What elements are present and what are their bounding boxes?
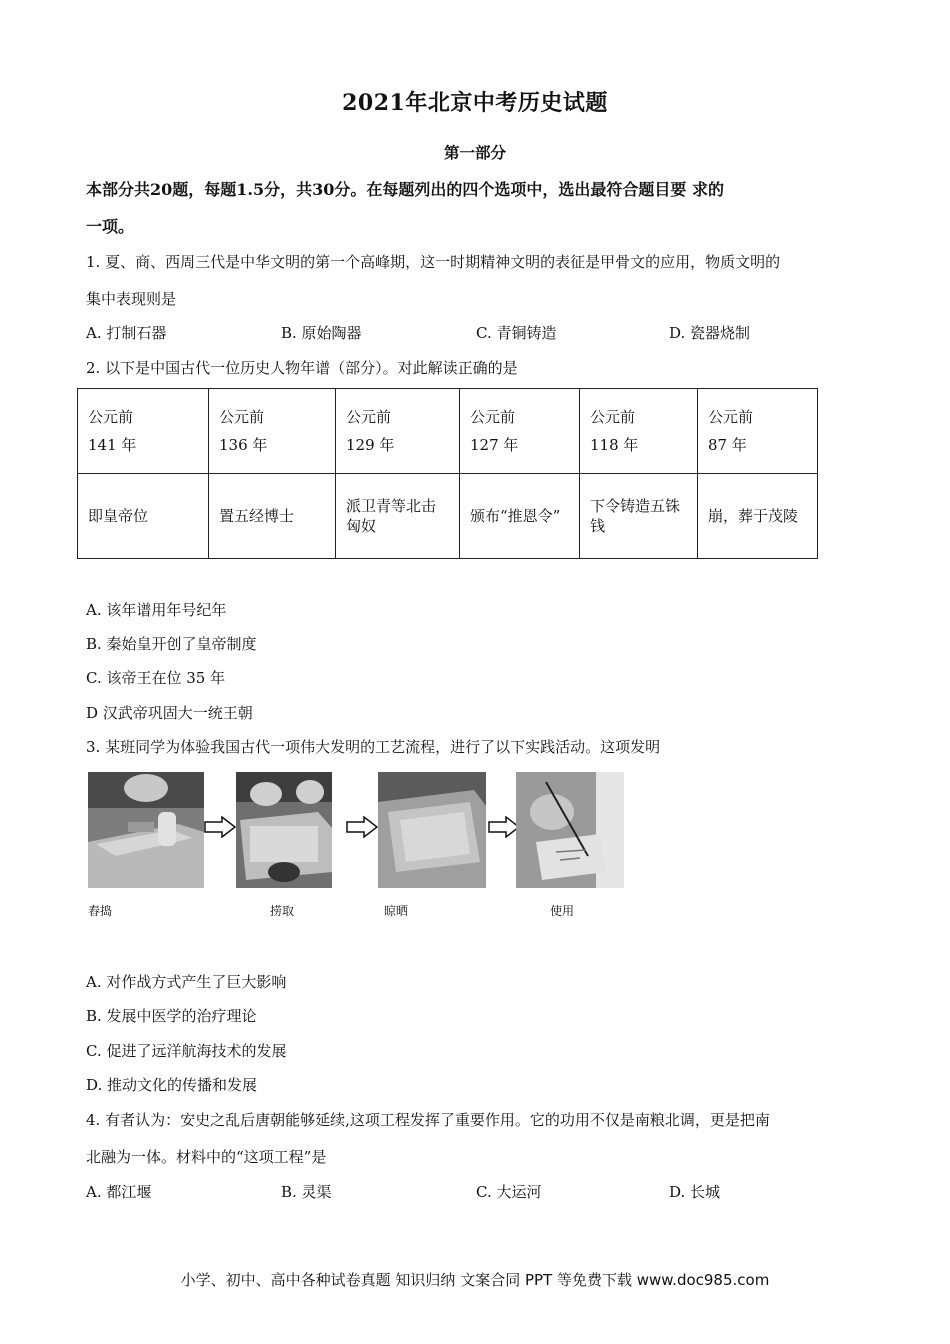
year-cell: 公元前 127 年 bbox=[460, 389, 580, 474]
instructions-line-1: 本部分共20题，每题1.5分，共30分。在每题列出的四个选项中，选出最符合题目要 求的 bbox=[86, 180, 724, 199]
year-cell: 公元前 141 年 bbox=[78, 389, 209, 474]
scooping-photo bbox=[236, 772, 332, 888]
event-cell: 即皇帝位 bbox=[78, 474, 209, 559]
year-cell: 公元前 118 年 bbox=[580, 389, 698, 474]
year-cell: 公元前 136 年 bbox=[209, 389, 336, 474]
q4-option-c: C. 大运河 bbox=[476, 1183, 542, 1201]
year-cell: 公元前 129 年 bbox=[336, 389, 460, 474]
chronology-event-row bbox=[78, 474, 818, 559]
q2-stem: 2. 以下是中国古代一位历史人物年谱（部分）。对此解读正确的是 bbox=[86, 359, 518, 377]
q2-option-b: B. 秦始皇开创了皇帝制度 bbox=[86, 635, 257, 653]
caption-pounding: 舂捣 bbox=[88, 904, 113, 918]
pounding-photo bbox=[88, 772, 204, 888]
page-title: 2021年北京中考历史试题 bbox=[342, 90, 608, 116]
q4-stem-line-2: 北融为一体。材料中的“这项工程”是 bbox=[86, 1148, 327, 1166]
q3-option-d: D. 推动文化的传播和发展 bbox=[86, 1076, 258, 1094]
q2-option-c: C. 该帝王在位 35 年 bbox=[86, 669, 226, 687]
caption-using: 使用 bbox=[550, 904, 575, 918]
instructions-line-2: 一项。 bbox=[86, 217, 135, 236]
chronology-year-row bbox=[78, 389, 818, 474]
page-footer: 小学、初中、高中各种试卷真题 知识归纳 文案合同 PPT 等免费下载 www.doc985.com bbox=[180, 1271, 770, 1289]
q4-option-a: A. 都江堰 bbox=[86, 1183, 152, 1201]
q2-option-a: A. 该年谱用年号纪年 bbox=[86, 601, 227, 619]
q4-option-d: D. 长城 bbox=[669, 1183, 721, 1201]
arrow-right-icon bbox=[204, 816, 236, 838]
chronology-table bbox=[77, 388, 818, 559]
caption-scooping: 捞取 bbox=[270, 904, 295, 918]
q3-option-b: B. 发展中医学的治疗理论 bbox=[86, 1007, 257, 1025]
event-cell: 置五经博士 bbox=[209, 474, 336, 559]
q2-option-d: D 汉武帝巩固大一统王朝 bbox=[86, 704, 253, 722]
q3-option-a: A. 对作战方式产生了巨大影响 bbox=[86, 973, 287, 991]
q3-option-c: C. 促进了远洋航海技术的发展 bbox=[86, 1042, 287, 1060]
arrow-right-icon bbox=[346, 816, 378, 838]
q1-option-d: D. 瓷器烧制 bbox=[669, 324, 751, 342]
caption-drying: 晾晒 bbox=[384, 904, 409, 918]
q1-option-a: A. 打制石器 bbox=[86, 324, 167, 342]
q1-option-b: B. 原始陶器 bbox=[281, 324, 362, 342]
part-heading: 第一部分 bbox=[443, 143, 506, 162]
q1-stem-line-2: 集中表现则是 bbox=[86, 290, 177, 308]
year-cell: 公元前 87 年 bbox=[698, 389, 818, 474]
event-cell: 派卫青等北击匈奴 bbox=[336, 474, 460, 559]
q3-stem: 3. 某班同学为体验我国古代一项伟大发明的工艺流程，进行了以下实践活动。这项发明 bbox=[86, 738, 661, 756]
event-cell: 崩，葬于茂陵 bbox=[698, 474, 818, 559]
q1-option-c: C. 青铜铸造 bbox=[476, 324, 557, 342]
drying-photo bbox=[378, 772, 486, 888]
q4-stem-line-1: 4. 有者认为：安史之乱后唐朝能够延续,这项工程发挥了重要作用。它的功用不仅是南粮北调，更是把南 bbox=[86, 1111, 770, 1129]
q4-option-b: B. 灵渠 bbox=[281, 1183, 332, 1201]
event-cell: 下令铸造五铢钱 bbox=[580, 474, 698, 559]
writing-photo bbox=[516, 772, 624, 888]
event-cell: 颁布“推恩令” bbox=[460, 474, 580, 559]
q1-stem-line-1: 1. 夏、商、西周三代是中华文明的第一个高峰期，这一时期精神文明的表征是甲骨文的应用，物质文明的 bbox=[86, 253, 781, 271]
